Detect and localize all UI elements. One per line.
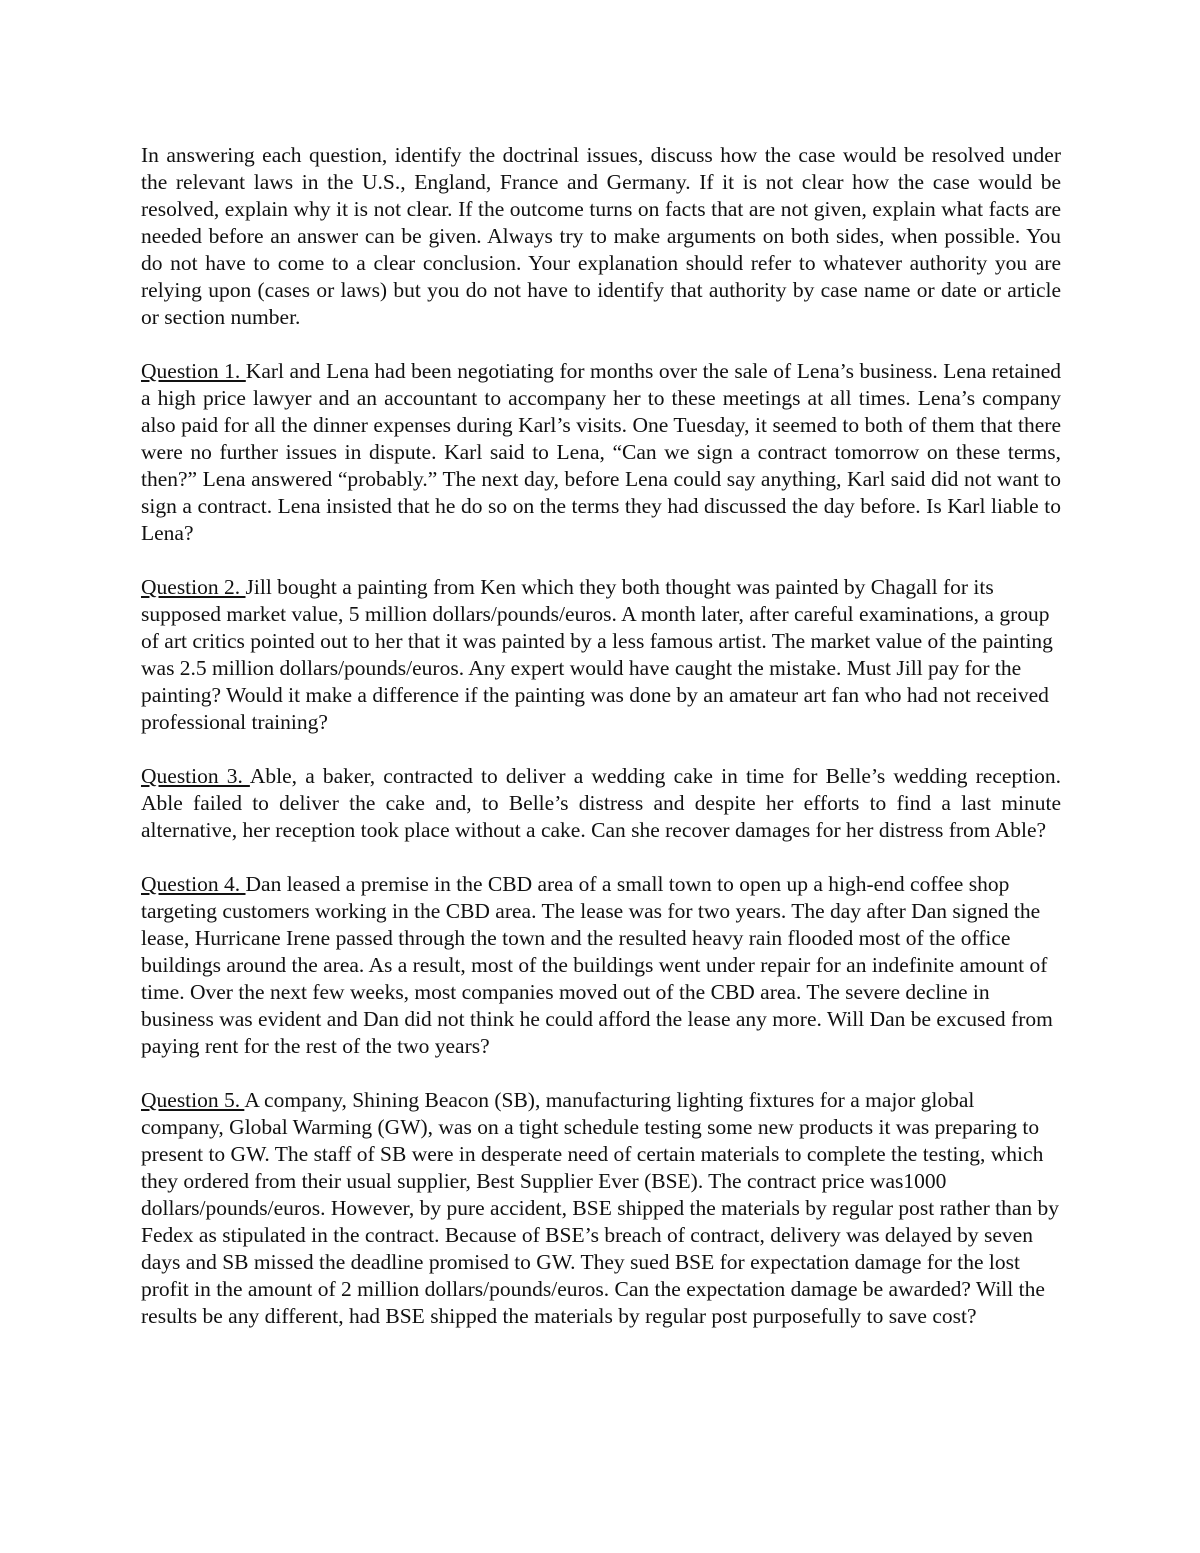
question-5-text: A company, Shining Beacon (SB), manufacturing lighting fixtures for a major global company, Global Warming (GW), was on a tight schedule testing some new products it was preparing to present to GW. The staff of SB were in desperate need of certain materials to complete the testing, which they ordered from their usual supplier, Best Supplier Ever (BSE). The contract price was1000 dollars/pounds/euros. However, by pure accident, BSE shipped the materials by regular post rather than by Fedex as stipulated in the contract. Because of BSE’s breach of contract, delivery was delayed by seven days and SB missed the deadline promised to GW. They sued BSE for expectation damage for the lost profit in the amount of 2 million dollars/pounds/euros. Can the expectation damage be awarded? Will the results be any different, had BSE shipped the materials by regular post purposefully to save cost? [141,1088,1060,1328]
question-4-paragraph [141,871,1061,1060]
question-5-paragraph [141,1087,1061,1330]
question-1-label: Question 1. [141,359,246,383]
question-2-paragraph [141,574,1061,736]
question-4-label: Question 4. [141,872,246,896]
question-5-label: Question 5. [141,1088,245,1112]
question-1-paragraph [141,358,1061,547]
document-body [141,142,1061,1357]
instructions-paragraph [141,142,1061,331]
question-2-label: Question 2. [141,575,246,599]
question-3-text: Able, a baker, contracted to deliver a wedding cake in time for Belle’s wedding reception. Able failed to deliver the cake and, to Belle’s distress and despite her efforts to find a last minute alternative, her reception took place without a cake. Can she recover damages for her distress from Able? [141,764,1061,842]
instructions-text: In answering each question, identify the doctrinal issues, discuss how the case would be resolved under the relevant laws in the U.S., England, France and Germany. If it is not clear how the case would be resolved, explain why it is not clear. If the outcome turns on facts that are not given, explain what facts are needed before an answer can be given. Always try to make arguments on both sides, when possible. You do not have to come to a clear conclusion. Your explanation should refer to whatever authority you are relying upon (cases or laws) but you do not have to identify that authority by case name or date or article or section number. [141,143,1061,329]
question-3-paragraph [141,763,1061,844]
question-4-text: Dan leased a premise in the CBD area of a small town to open up a high-end coffee shop targeting customers working in the CBD area. The lease was for two years. The day after Dan signed the lease, Hurricane Irene passed through the town and the resulted heavy rain flooded most of the office buildings around the area. As a result, most of the buildings went under repair for an indefinite amount of time. Over the next few weeks, most companies moved out of the CBD area. The severe decline in business was evident and Dan did not think he could afford the lease any more. Will Dan be excused from paying rent for the rest of the two years? [141,872,1053,1058]
question-3-label: Question 3. [141,764,250,788]
question-2-text: Jill bought a painting from Ken which they both thought was painted by Chagall for its supposed market value, 5 million dollars/pounds/euros. A month later, after careful examinations, a group of art critics pointed out to her that it was painted by a less famous artist. The market value of the painting was 2.5 million dollars/pounds/euros. Any expert would have caught the mistake. Must Jill pay for the painting? Would it make a difference if the painting was done by an amateur art fan who had not received professional training? [141,575,1053,734]
question-1-text: Karl and Lena had been negotiating for months over the sale of Lena’s business. Lena retained a high price lawyer and an accountant to accompany her to these meetings at all times. Lena’s company also paid for all the dinner expenses during Karl’s visits. One Tuesday, it seemed to both of them that there were no further issues in dispute. Karl said to Lena, “Can we sign a contract tomorrow on these terms, then?” Lena answered “probably.” The next day, before Lena could say anything, Karl said did not want to sign a contract. Lena insisted that he do so on the terms they had discussed the day before. Is Karl liable to Lena? [141,359,1062,545]
